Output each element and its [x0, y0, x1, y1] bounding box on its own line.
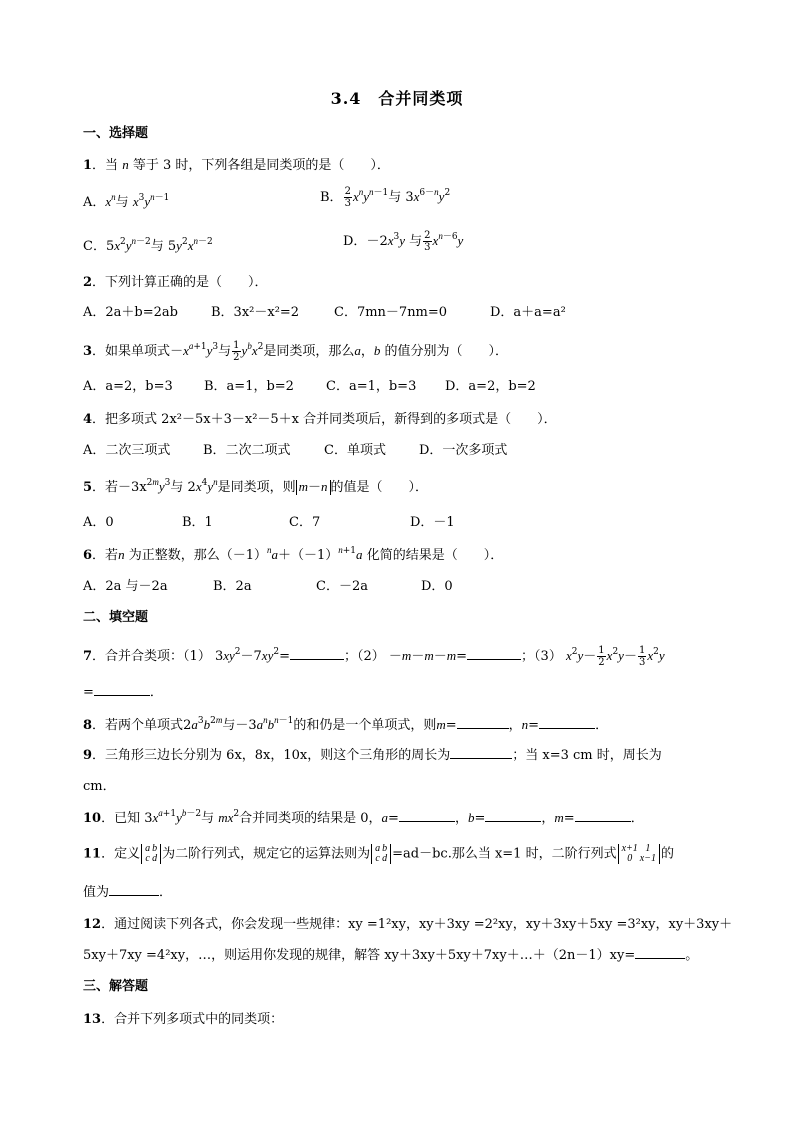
question-2-options: [83, 303, 566, 323]
answer-blank[interactable]: [485, 821, 541, 822]
option-a[interactable]: A．2a＋b=2ab: [83, 305, 178, 320]
option-c[interactable]: C．a=1，b=3: [326, 379, 417, 394]
answer-blank[interactable]: [290, 659, 344, 660]
option-c[interactable]: C．7mn－7nm=0: [334, 305, 448, 320]
page-title: 3.4 合并同类项: [330, 89, 464, 108]
option-d[interactable]: D．一次多项式: [419, 443, 508, 458]
option-a[interactable]: A．0: [83, 515, 114, 530]
option-d[interactable]: D．$-2x^3y$ 与 $\frac{2}{3}$ $x^{n-6}y$: [343, 230, 464, 253]
question-1-options-cd: [83, 230, 464, 257]
question-12-cont: 5xy＋7xy =4²xy，…，则运用你发现的规律，解答 xy＋3xy＋5xy＋7xy＋…＋（2n－1）xy= 。: [83, 948, 699, 963]
question-11: 11．定义 a b c d 为二阶行列式，规定它的运算法则为 a b c d =ad－bc.那么当 x=1 时，二阶行列式 x+1 1 0 x−1 的: [83, 843, 674, 864]
option-b[interactable]: B． $\frac{2}{3}$ $x^ny^{n-1}$与 $3x^{6-n}y^2$: [320, 186, 451, 209]
section-heading: 一、选择题: [83, 126, 149, 141]
question-9: 9．三角形三边长分别为 6x，8x，10x，则这个三角形的周长为 ；当 x=3 cm 时，周长为: [83, 748, 662, 763]
answer-blank[interactable]: [575, 821, 631, 822]
question-4: 4．把多项式 2x²－5x＋3－x²－5＋x 合并同类项后，新得到的多项式是（ ）．: [83, 412, 557, 427]
option-a[interactable]: A．二次三项式: [83, 443, 171, 458]
question-13: 13．合并下列多项式中的同类项：: [83, 1012, 284, 1027]
question-5: 5．若$-3x^{2m}y^3$与 $2x^4y^n$是同类项，则 m－n 的值是（ ）．: [83, 477, 429, 495]
option-a[interactable]: A．$x^n$与 $x^3y^{n-1}$: [83, 192, 170, 210]
option-c[interactable]: C．－2a: [316, 579, 368, 594]
question-1-options-ab: [83, 186, 451, 213]
question-7: 7．合并合类项：（1） $3xy^2-7xy^2=$ ；（2） －m－m－m= ；（3） $x^2y-$ $\frac{1}{2}$ $x^2y-$ $\frac{1}{3}$ $x^2y$: [83, 645, 665, 668]
option-a[interactable]: A．2a 与－2a: [83, 579, 168, 594]
question-10: 10．已知 $3x^{a+1}y^{b-2}$与 $mx^2$合并同类项的结果是 0，a= ，b= ，m= ．: [83, 808, 644, 826]
option-b[interactable]: B．1: [182, 515, 213, 530]
option-c[interactable]: C．7: [289, 515, 321, 530]
option-c[interactable]: C．$5x^2y^{n-2}$与 $5y^2x^{n-2}$: [83, 236, 213, 254]
question-6-options: [83, 577, 453, 597]
question-5-options: [83, 513, 455, 533]
question-9-cont: cm．: [83, 779, 116, 794]
option-b[interactable]: B．3x²－x²=2: [211, 305, 300, 320]
answer-blank[interactable]: [399, 821, 455, 822]
answer-blank[interactable]: [635, 958, 685, 959]
option-d[interactable]: D．a＋a=a²: [490, 305, 566, 320]
answer-blank[interactable]: [450, 758, 512, 759]
option-d[interactable]: D．0: [421, 579, 453, 594]
option-a[interactable]: A．a=2，b=3: [83, 379, 173, 394]
question-12: 12．通过阅读下列各式，你会发现一些规律：xy =1²xy，xy＋3xy =2²xy，xy＋3xy＋5xy =3²xy，xy＋3xy＋: [83, 917, 733, 932]
option-b[interactable]: B．二次二项式: [203, 443, 291, 458]
question-3: 3．如果单项式$-x^{a+1}y^3$与 $\frac{1}{2}$ $y^bx^2$是同类项，那么a，b 的值分别为（ ）．: [83, 340, 509, 363]
option-d[interactable]: D．－1: [410, 515, 455, 530]
question-6: 6．若n 为正整数，那么$(-1)^na+(-1)^{n+1}a$ 化简的结果是（ ）．: [83, 545, 504, 563]
option-c[interactable]: C．单项式: [324, 443, 386, 458]
question-2: 2．下列计算正确的是（ ）．: [83, 275, 268, 290]
answer-blank[interactable]: [109, 895, 159, 896]
answer-blank[interactable]: [539, 728, 595, 729]
question-8: 8．若两个单项式$2a^3b^{2m}$与$-3a^nb^{n-1}$的和仍是一个单项式，则m= ，n= ．: [83, 715, 609, 733]
option-b[interactable]: B．a=1，b=2: [204, 379, 294, 394]
answer-blank[interactable]: [94, 695, 150, 696]
answer-blank[interactable]: [467, 659, 521, 660]
question-1: 1．当 n 等于 3 时，下列各组是同类项的是（ ）．: [83, 157, 390, 173]
section-heading: 三、解答题: [83, 979, 149, 994]
option-d[interactable]: D．a=2，b=2: [445, 379, 536, 394]
section-heading: 二、填空题: [83, 610, 149, 625]
question-3-options: [83, 377, 536, 397]
question-11-cont: 值为 ．: [83, 885, 173, 900]
question-4-options: [83, 441, 508, 461]
question-7-cont: = ．: [83, 685, 163, 700]
answer-blank[interactable]: [457, 728, 509, 729]
option-b[interactable]: B．2a: [213, 579, 252, 594]
